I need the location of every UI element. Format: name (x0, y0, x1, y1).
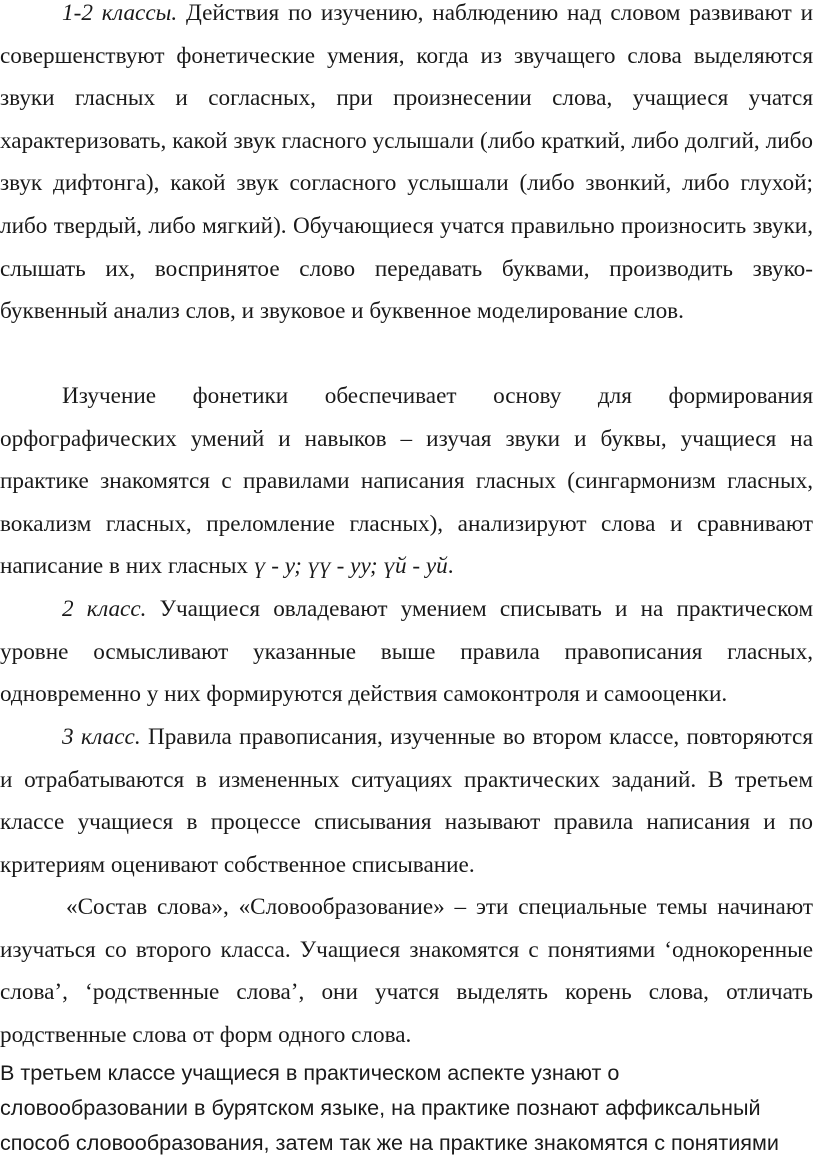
paragraph-text: Правила правописания, изученные во втором классе, повторяются и отрабатываются в измененных ситуациях практических заданий. В третьем классе учащиеся в процессе списывания называют правила написания и по критериям оценивают собственное списывание. (0, 724, 813, 878)
paragraph-lead: 2 класс. (62, 596, 147, 622)
vowel-examples: ү - у; үү - уу; үй - уй (253, 553, 448, 580)
paragraph-text: Действия по изучению, наблюдению над словом развивают и совершенствуют фонетические умения, когда из звучащего слова выделяются звуки гласных и согласных, при произнесении слова, учащиеся учатся характеризовать, какой звук гласного услышали (либо краткий, либо долгий, либо звук дифтонга), какой звук согласного услышали (либо звонкий, либо глухой; либо твердый, либо мягкий). Обучающиеся учатся правильно произносить звуки, слышать их, воспринятое слово передавать буквами, производить звуко-буквенный анализ слов, и звуковое и буквенное моделирование слов. (0, 0, 813, 325)
paragraph-line: словообразовании в бурятском языке, на практике познают аффиксальный (0, 1095, 761, 1120)
paragraph-word-formation (0, 886, 813, 1056)
paragraph-end: . (447, 553, 454, 580)
paragraph-lead: 1-2 классы. (62, 0, 178, 26)
paragraph-text: «Состав слова», «Словообразование» – эти специальные темы начинают изучаться со второго класса. Учащиеся знакомятся с понятиями ‘однокоренные слова’, ‘родственные слова’, они учатся выделять корень слова, отличать родственные слова от форм одного слова. (0, 894, 813, 1048)
paragraph-phonetics (0, 375, 813, 588)
paragraph-line: В третьем классе учащиеся в практическом аспекте узнают о (0, 1060, 620, 1085)
paragraph-grade-2 (0, 588, 813, 716)
paragraph-lead: 3 класс. (62, 724, 141, 750)
paragraph-text: Изучение фонетики обеспечивает основу для формирования орфографических умений и навыков – изучая звуки и буквы, учащиеся на практике знакомятся с правилами написания гласных (сингармонизм гласных, вокализм гласных, преломление гласных), анализируют слова и сравнивают написание в них гласных (0, 383, 813, 580)
paragraph-grade-3 (0, 716, 813, 886)
paragraph-text: Учащиеся овладевают умением списывать и на практическом уровне осмысливают указанные выше правила правописания гласных, одновременно у них формируются действия самоконтроля и самооценки. (0, 596, 813, 708)
paragraph-line: способ словообразования, затем так же на практике знакомятся с понятиями (0, 1130, 779, 1155)
paragraph-grades-1-2 (0, 0, 813, 333)
paragraph-grade-3-word-formation (0, 1055, 813, 1160)
